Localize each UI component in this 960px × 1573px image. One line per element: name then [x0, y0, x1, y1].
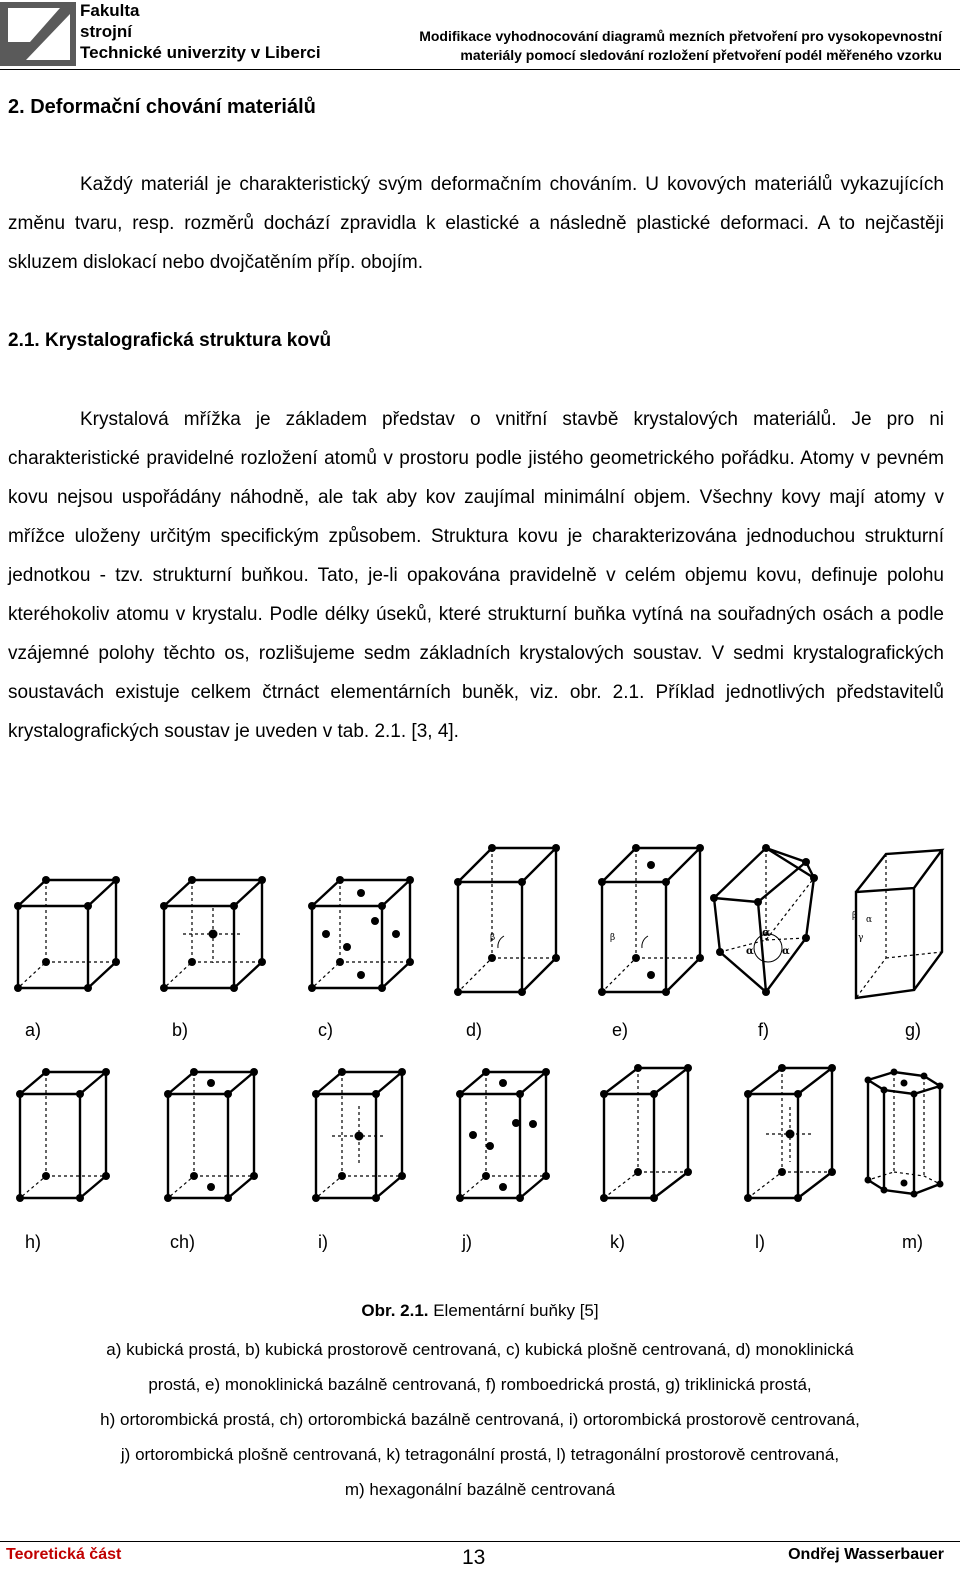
figure-caption-title: Obr. 2.1. Elementární buňky [5]: [361, 1301, 599, 1320]
cell-orthorhombic-simple: [14, 1066, 114, 1206]
cell-rhombohedral-simple: [706, 840, 826, 1000]
header-divider: [0, 69, 960, 70]
thesis-title-line-2: materiály pomocí sledování rozložení přetvoření podél měřeného vzorku: [460, 47, 942, 63]
faculty-name: [80, 0, 321, 63]
label-f: f): [758, 1020, 769, 1040]
faculty-line-2: strojní: [80, 22, 132, 41]
alpha-angle-label: α: [746, 946, 754, 957]
cell-triclinic-simple: [830, 848, 950, 1000]
faculty-line-3: Technické univerzity v Liberci: [80, 43, 321, 62]
subsection-paragraph: Krystalová mřížka je základem představ o vnitřní stavbě krystalových materiálů. Je pro ni charakteristické pravidelné rozložení atomů v prostoru podle jistého geometrického pořádku. Atomy v pevném kovu nejsou uspořádány náhodně, ale tak aby kov zaujímal minimální objem. Všechny kovy mají atomy v mřížce uloženy určitým specifickým způsobem. Struktura kovu je charakterizována jednoduchou strukturní jednotkou - tzv. strukturní buňkou. Tato, je-li opakována pravidelně v celém objemu kovu, definuje polohu kteréhokoliv atomu v krystalu. Podle délky úseků, které strukturní buňka vytíná na souřadných osách a podle vzájemné polohy těchto os, rozlišujeme sedm základních krystalových soustav. V sedmi krystalografických soustavách existuje celkem čtrnáct elementárních buněk, viz. obr. 2.1. Příklad jednotlivých představitelů krystalografických soustav je uveden v tab. 2.1. [3, 4].: [8, 409, 944, 742]
cell-orthorhombic-body-centered: [310, 1066, 410, 1206]
label-h: h): [25, 1232, 42, 1252]
beta-angle-label: β: [852, 911, 858, 921]
label-i: i): [318, 1232, 328, 1252]
alpha-angle-label: α: [762, 926, 771, 939]
label-l: l): [755, 1232, 765, 1252]
cell-cubic-body-centered: [158, 868, 268, 998]
beta-angle-label: β: [490, 933, 496, 943]
footer-section-label: Teoretická část: [6, 1546, 122, 1563]
page-number: 13: [462, 1546, 486, 1569]
label-c: c): [318, 1020, 333, 1040]
gamma-angle-label: γ: [858, 933, 864, 943]
caption-line: m) hexagonální bazálně centrovaná: [344, 1480, 616, 1499]
tul-logo-icon: [0, 2, 76, 66]
cell-orthorhombic-base-centered: [162, 1066, 262, 1206]
beta-angle-label: β: [610, 933, 616, 943]
alpha-angle-label: α: [782, 946, 790, 957]
label-m: m): [902, 1232, 923, 1252]
cell-cubic-simple: [12, 868, 122, 998]
section-heading: 2. Deformační chování materiálů: [8, 96, 316, 118]
label-d: d): [466, 1020, 483, 1040]
thesis-title: [419, 27, 942, 65]
alpha-angle-label: α: [866, 915, 873, 925]
caption-line: h) ortorombická prostá, ch) ortorombická bazálně centrovaná, i) ortorombická prostorově centrovaná,: [100, 1410, 860, 1429]
cell-tetragonal-body-centered: [742, 1062, 842, 1206]
cell-hexagonal-base-centered: [848, 1058, 948, 1206]
caption-line: j) ortorombická plošně centrovaná, k) tetragonální prostá, l) tetragonální prostorově centrovaná,: [120, 1445, 840, 1464]
cell-monoclinic-simple: [452, 842, 562, 1002]
cell-tetragonal-simple: [598, 1062, 698, 1206]
subsection-heading: 2.1. Krystalografická struktura kovů: [8, 330, 332, 351]
caption-line: prostá, e) monoklinická bazálně centrovaná, f) romboedrická prostá, g) triklinická prostá,: [148, 1375, 812, 1394]
faculty-line-1: Fakulta: [80, 1, 140, 20]
footer-divider: [0, 1541, 960, 1542]
caption-line: a) kubická prostá, b) kubická prostorově centrovaná, c) kubická plošně centrovaná, d) monoklinická: [106, 1340, 854, 1359]
label-b: b): [172, 1020, 189, 1040]
figure-caption-body: [8, 1332, 952, 1507]
footer-author: Ondřej Wasserbauer: [788, 1546, 944, 1563]
label-a: a): [25, 1020, 42, 1040]
label-k: k): [610, 1232, 625, 1252]
label-j: j): [462, 1232, 472, 1252]
thesis-title-line-1: Modifikace vyhodnocování diagramů mezních přetvoření pro vysokopevnostní: [419, 28, 942, 44]
section-paragraph: Každý materiál je charakteristický svým deformačním chováním. U kovových materiálů vykazujících změnu tvaru, resp. rozměrů dochází zpravidla k elastické a následně plastické deformaci. A to nejčastěji skluzem dislokací nebo dvojčatěním příp. obojím.: [8, 174, 944, 273]
label-g: g): [905, 1020, 922, 1040]
cell-orthorhombic-face-centered: [454, 1066, 554, 1206]
cell-cubic-face-centered: [306, 868, 416, 998]
label-e: e): [612, 1020, 629, 1040]
label-ch: ch): [170, 1232, 196, 1252]
cell-monoclinic-base-centered: [596, 842, 706, 1002]
